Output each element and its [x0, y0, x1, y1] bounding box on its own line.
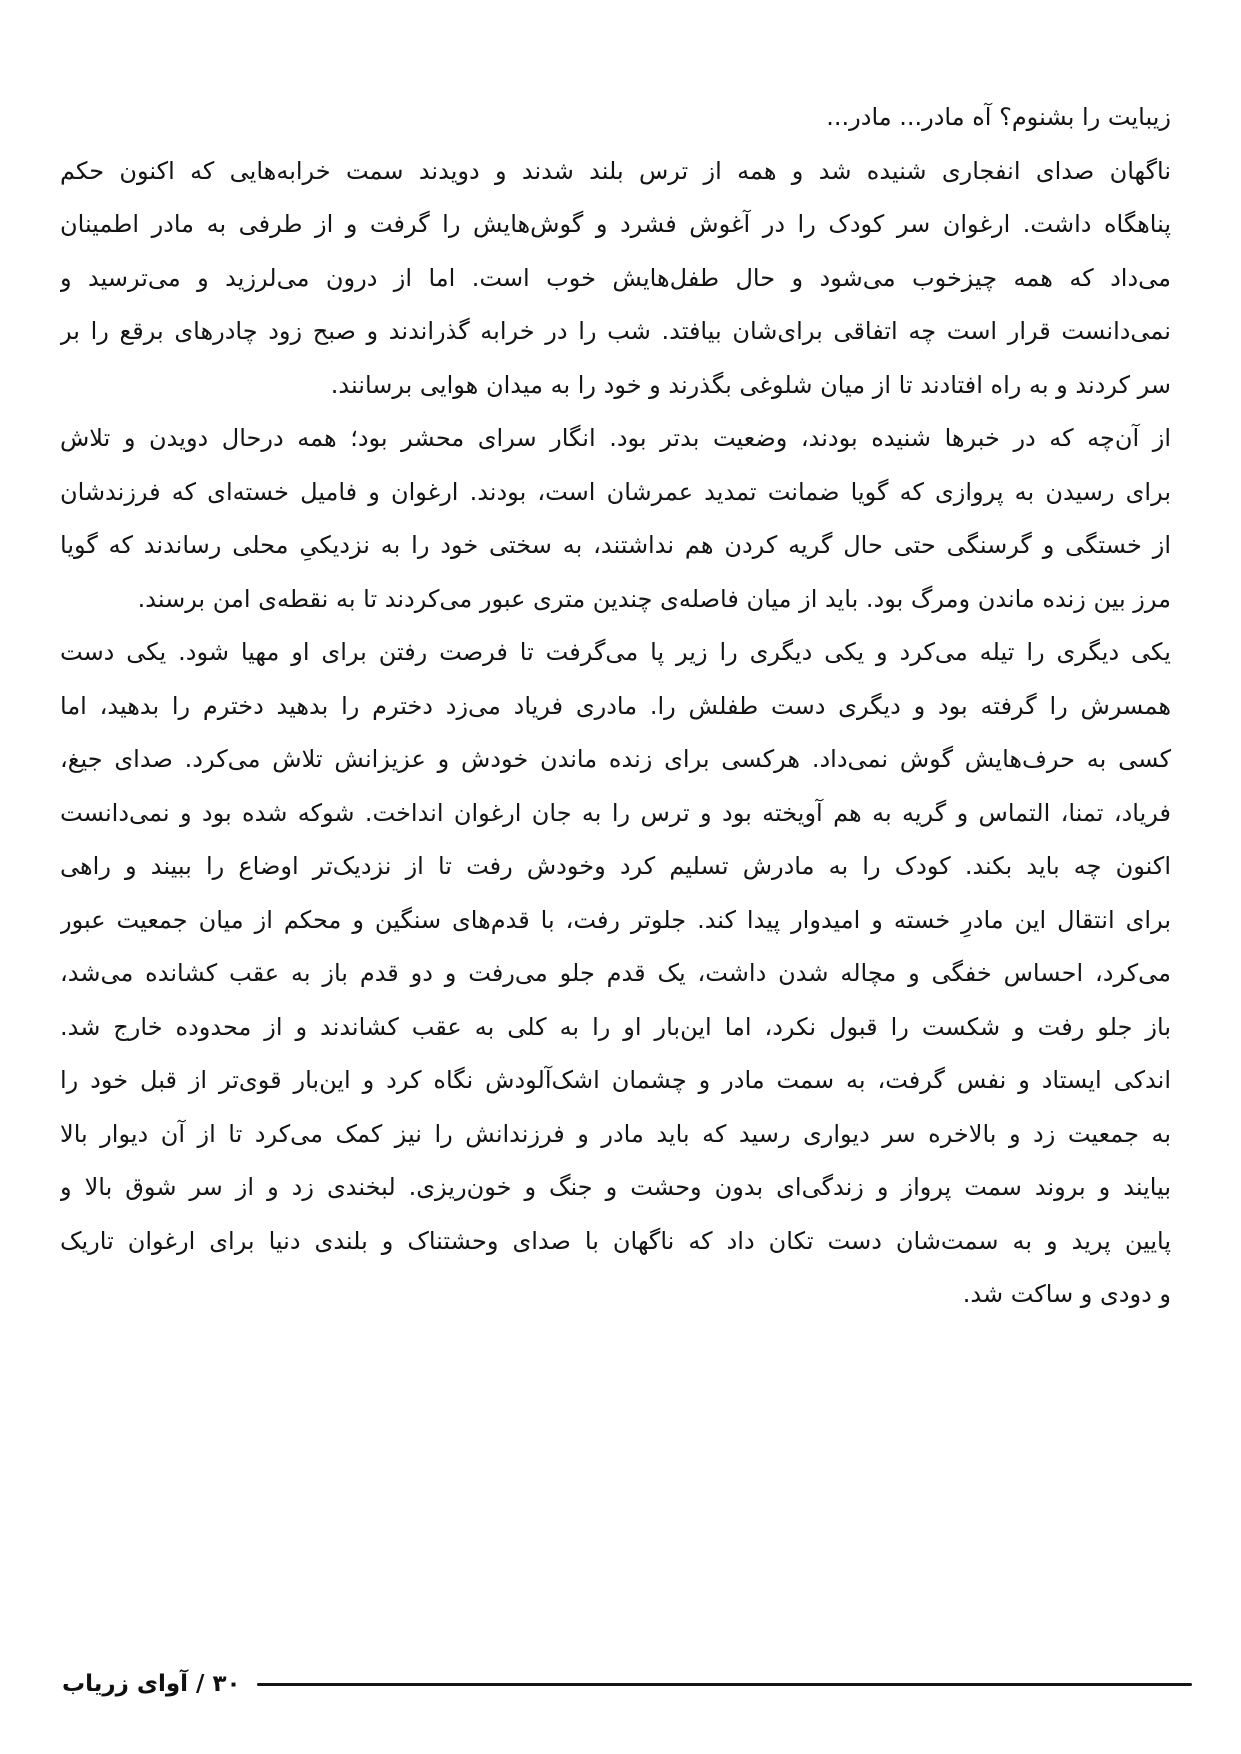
text-line: اندکی ایستاد و نفس گرفت، به سمت مادر و چشمان اشک‌آلودش نگاه کرد و این‌بار قوی‌تر از قبل خود را [60, 1066, 1171, 1094]
text-line: از خستگی و گرسنگی حتی حال گریه کردن هم نداشتند، به سختی خود را به نزدیکیِ محلی رساندند که گویا [60, 531, 1171, 559]
page-footer [62, 1659, 1192, 1709]
text-line: به جمعیت زد و بالاخره سر دیواری رسید که باید مادر و فرزندانش را نیز کمک می‌کرد تا از آن دیوار بالا [60, 1119, 1171, 1148]
text-line: ناگهان صدای انفجاری شنیده شد و همه از ترس بلند شدند و دویدند سمت خرابه‌هایی که اکنون حکم [60, 156, 1171, 185]
text-line: برای رسیدن به پروازی که گویا ضمانت تمدید عمرشان است، بودند. ارغوان و فامیل خسته‌ای که فرزندشان [60, 477, 1171, 506]
text-line: پایین پرید و به سمت‌شان دست تکان داد که ناگهان با صدای وحشتناک و بلندی دنیا برای ارغوان تاریک [60, 1226, 1171, 1255]
page-footer-label: ۳۰ / آوای زریاب [62, 1671, 241, 1697]
text-line: زیبایت را بشنوم؟ آه مادر... مادر... [826, 103, 1171, 131]
text-line: باز جلو رفت و شکست را قبول نکرد، اما این‌بار او را به کلی به عقب کشاندند و از محدوده خارج شد. [60, 1012, 1171, 1041]
text-line: مرز بین زنده ماندن ومرگ بود. باید از میان فاصله‌ی چندین متری عبور می‌کردند تا به نقطه‌ی امن برسند. [137, 584, 1171, 613]
text-line: اکنون چه باید بکند. کودک را به مادرش تسلیم کرد وخودش رفت تا از نزدیک‌تر اوضاع را ببیند و راهی [60, 852, 1171, 880]
text-line: نمی‌دانست قرار است چه اتفاقی برای‌شان بیافتد. شب را در خرابه گذراندند و صبح زود چادرهای برقع را بر [60, 317, 1171, 345]
text-line: و دودی و ساکت شد. [962, 1280, 1171, 1308]
paragraph [60, 91, 1171, 145]
text-line: بیایند و بروند سمت پرواز و زندگی‌ای بدون وحشت و جنگ و خون‌ریزی. لبخندی زد و از سر شوق بالا و [60, 1173, 1171, 1201]
footer-rule [257, 1683, 1192, 1686]
text-line: برای انتقال این مادرِ خسته و امیدوار پیدا کند. جلوتر رفت، با قدم‌های سنگین و محکم از میان جمعیت عبور [60, 905, 1171, 934]
paragraph [60, 412, 1171, 626]
text-line: می‌داد که همه چیزخوب می‌شود و حال طفل‌هایش خوب است. اما از درون می‌لرزید و می‌ترسید و [60, 263, 1171, 292]
text-line: می‌کرد، احساس خفگی و مچاله شدن داشت، یک قدم جلو می‌رفت و دو قدم باز به عقب کشانده می‌شد، [60, 959, 1171, 987]
paragraph [60, 626, 1171, 1322]
text-line: از آن‌چه که در خبرها شنیده بودند، وضعیت بدتر بود. انگار سرای محشر بود؛ همه درحال دویدن و تلاش [60, 424, 1171, 452]
text-line: همسرش را گرفته بود و دیگری دست طفلش را. مادری فریاد می‌زد دخترم را بدهید دخترم را بدهید، اما [60, 691, 1171, 720]
paragraph [60, 145, 1171, 413]
text-line: یکی دیگری را تیله می‌کرد و یکی دیگری را زیر پا می‌گرفت تا فرصت رفتن برای او مهیا شود. یکی دست [60, 638, 1171, 666]
text-line: پناهگاه داشت. ارغوان سر کودک را در آغوش فشرد و گوش‌هایش را گرفت و از طرفی به مادر اطمینان [60, 210, 1171, 238]
text-line: فریاد، تمنا، التماس و گریه به هم آویخته بود و ترس را به جان ارغوان انداخت. شوکه شده بود و نمی‌دانست [60, 798, 1171, 827]
body-text [60, 91, 1171, 1322]
text-line: سر کردند و به راه افتادند تا از میان شلوغی بگذرند و خود را به میدان هوایی برسانند. [330, 370, 1171, 399]
text-line: کسی به حرف‌هایش گوش نمی‌داد. هرکسی برای زنده ماندن خودش و عزیزانش تلاش می‌کرد. صدای جیغ، [60, 745, 1171, 773]
